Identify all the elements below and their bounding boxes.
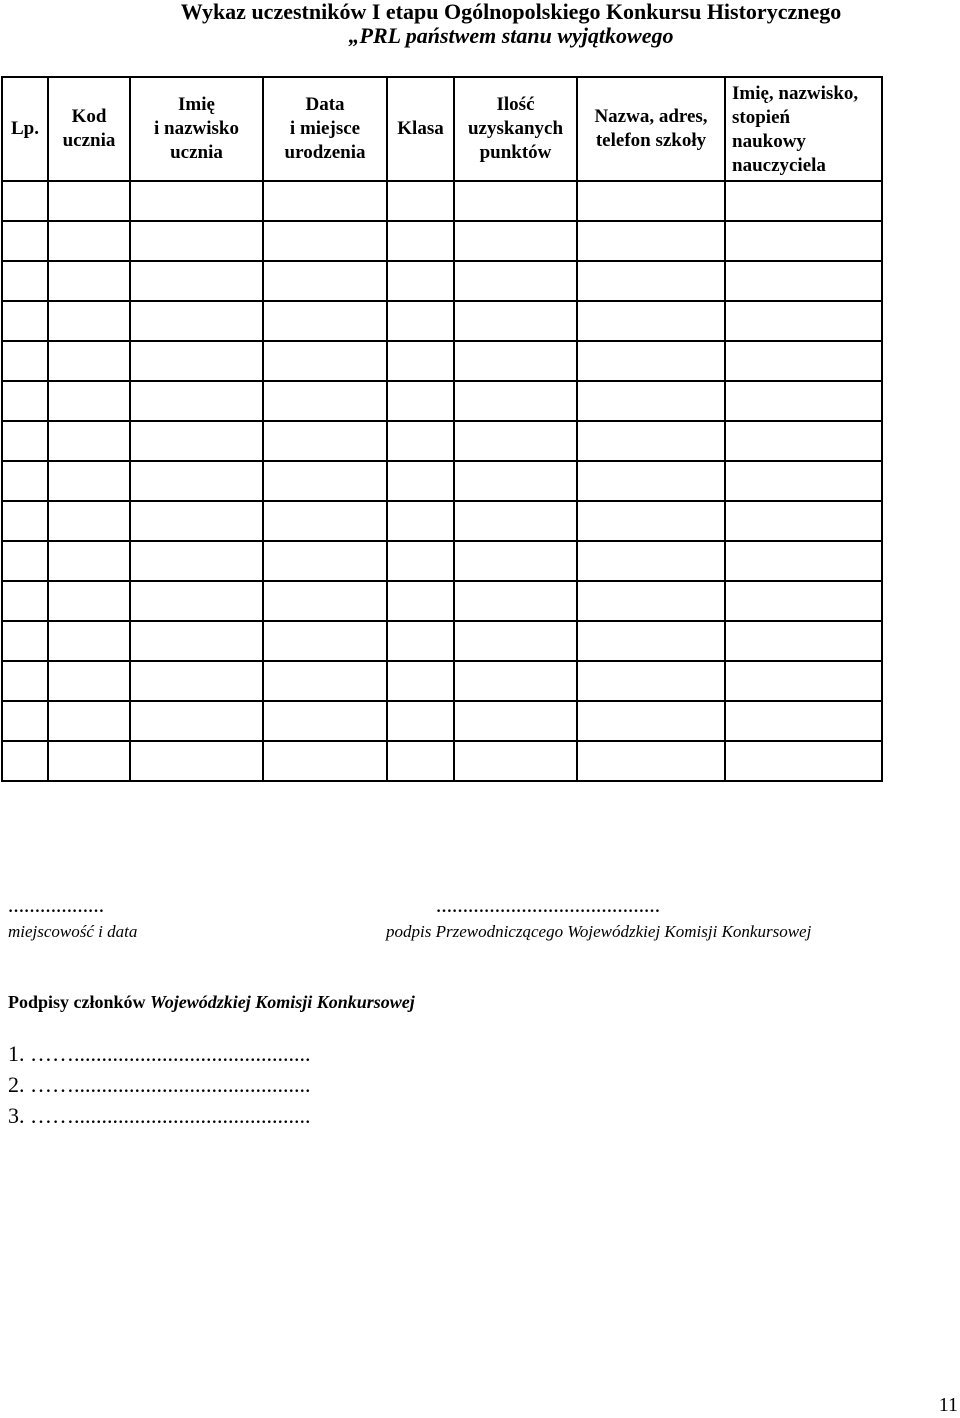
table-cell — [130, 261, 263, 301]
page-number: 11 — [938, 1394, 958, 1416]
table-cell — [48, 501, 130, 541]
table-cell — [263, 381, 387, 421]
table-cell — [577, 181, 725, 221]
table-cell — [387, 221, 454, 261]
table-cell — [48, 461, 130, 501]
table-cell — [725, 501, 882, 541]
table-cell — [387, 701, 454, 741]
table-cell — [454, 741, 577, 781]
table-cell — [725, 581, 882, 621]
table-cell — [725, 341, 882, 381]
header-ilosc-punktow: Ilość uzyskanych punktów — [454, 77, 577, 181]
table-cell — [454, 661, 577, 701]
table-cell — [263, 181, 387, 221]
table-cell — [130, 501, 263, 541]
table-cell — [130, 541, 263, 581]
table-cell — [130, 181, 263, 221]
table-cell — [263, 661, 387, 701]
table-row — [2, 501, 882, 541]
table-cell — [454, 541, 577, 581]
table-cell — [263, 221, 387, 261]
table-cell — [577, 661, 725, 701]
header-lp: Lp. — [2, 77, 48, 181]
table-cell — [387, 181, 454, 221]
table-row — [2, 301, 882, 341]
table-cell — [387, 661, 454, 701]
table-cell — [130, 461, 263, 501]
table-row — [2, 181, 882, 221]
table-cell — [725, 221, 882, 261]
table-cell — [48, 301, 130, 341]
table-cell — [263, 621, 387, 661]
table-cell — [2, 221, 48, 261]
table-cell — [130, 221, 263, 261]
table-cell — [725, 541, 882, 581]
table-cell — [48, 341, 130, 381]
table-cell — [263, 501, 387, 541]
header-imie-nazwisko: Imię i nazwisko ucznia — [130, 77, 263, 181]
table-cell — [725, 421, 882, 461]
table-cell — [263, 741, 387, 781]
member-signature-line-2: 2. ……........................................... — [8, 1072, 311, 1097]
table-cell — [130, 661, 263, 701]
table-cell — [577, 341, 725, 381]
table-row — [2, 541, 882, 581]
table-row — [2, 421, 882, 461]
table-cell — [130, 341, 263, 381]
table-cell — [48, 221, 130, 261]
table-cell — [48, 261, 130, 301]
header-szkola: Nazwa, adres, telefon szkoły — [577, 77, 725, 181]
table-cell — [577, 701, 725, 741]
table-cell — [725, 181, 882, 221]
table-cell — [130, 741, 263, 781]
header-kod-ucznia: Kod ucznia — [48, 77, 130, 181]
table-row — [2, 461, 882, 501]
table-cell — [2, 181, 48, 221]
table-cell — [577, 621, 725, 661]
table-cell — [48, 661, 130, 701]
table-cell — [725, 261, 882, 301]
member-signature-line-3: 3. ……........................................... — [8, 1103, 311, 1128]
table-cell — [387, 741, 454, 781]
table-row — [2, 261, 882, 301]
header-nauczyciel: Imię, nazwisko, stopień naukowy nauczyciela — [725, 77, 882, 181]
members-signatures-title: Podpisy członków Wojewódzkiej Komisji Konkursowej — [8, 992, 415, 1012]
table-cell — [725, 381, 882, 421]
table-cell — [454, 221, 577, 261]
table-cell — [2, 301, 48, 341]
table-cell — [577, 421, 725, 461]
table-cell — [130, 581, 263, 621]
table-cell — [725, 701, 882, 741]
table-cell — [2, 501, 48, 541]
table-cell — [454, 301, 577, 341]
table-row — [2, 581, 882, 621]
table-cell — [2, 421, 48, 461]
table-row — [2, 661, 882, 701]
table-cell — [48, 701, 130, 741]
table-cell — [48, 741, 130, 781]
table-cell — [387, 301, 454, 341]
table-cell — [130, 621, 263, 661]
table-cell — [263, 301, 387, 341]
table-cell — [48, 181, 130, 221]
table-cell — [577, 741, 725, 781]
table-cell — [2, 261, 48, 301]
table-cell — [2, 461, 48, 501]
table-cell — [725, 661, 882, 701]
table-cell — [577, 221, 725, 261]
table-cell — [263, 421, 387, 461]
table-cell — [48, 581, 130, 621]
member-signature-line-1: 1. ……........................................... — [8, 1041, 311, 1066]
table-cell — [725, 741, 882, 781]
table-row — [2, 381, 882, 421]
table-cell — [2, 741, 48, 781]
table-cell — [2, 581, 48, 621]
table-cell — [2, 381, 48, 421]
table-cell — [387, 621, 454, 661]
table-cell — [454, 461, 577, 501]
table-cell — [454, 501, 577, 541]
table-cell — [577, 541, 725, 581]
table-cell — [263, 541, 387, 581]
table-cell — [130, 421, 263, 461]
table-cell — [387, 541, 454, 581]
table-cell — [48, 541, 130, 581]
table-cell — [454, 381, 577, 421]
table-cell — [263, 261, 387, 301]
table-cell — [387, 421, 454, 461]
document-title: Wykaz uczestników I etapu Ogólnopolskiego Konkursu Historycznego — [180, 0, 842, 24]
table-cell — [454, 421, 577, 461]
place-date-dots: ……………… — [8, 899, 104, 916]
table-cell — [387, 341, 454, 381]
table-cell — [2, 661, 48, 701]
table-cell — [577, 461, 725, 501]
document-subtitle: „PRL państwem stanu wyjątkowego — [348, 23, 674, 48]
table-cell — [2, 541, 48, 581]
table-cell — [263, 341, 387, 381]
table-cell — [263, 701, 387, 741]
table-cell — [577, 381, 725, 421]
table-cell — [725, 461, 882, 501]
table-row — [2, 741, 882, 781]
table-cell — [454, 181, 577, 221]
participants-table — [1, 76, 883, 782]
table-cell — [454, 261, 577, 301]
table-header-row — [2, 77, 882, 181]
table-cell — [577, 301, 725, 341]
table-row — [2, 221, 882, 261]
table-cell — [48, 621, 130, 661]
chair-signature-dots: …………………………………… — [436, 899, 660, 916]
table-cell — [725, 301, 882, 341]
table-cell — [2, 701, 48, 741]
table-row — [2, 621, 882, 661]
table-cell — [454, 581, 577, 621]
table-cell — [130, 381, 263, 421]
table-cell — [48, 381, 130, 421]
table-row — [2, 701, 882, 741]
header-klasa: Klasa — [387, 77, 454, 181]
table-cell — [263, 461, 387, 501]
table-cell — [577, 261, 725, 301]
header-data-miejsce: Data i miejsce urodzenia — [263, 77, 387, 181]
table-cell — [387, 381, 454, 421]
table-cell — [387, 461, 454, 501]
place-date-label: miejscowość i data — [8, 922, 138, 941]
table-cell — [454, 621, 577, 661]
table-cell — [48, 421, 130, 461]
table-cell — [577, 581, 725, 621]
table-cell — [2, 621, 48, 661]
table-cell — [387, 581, 454, 621]
table-cell — [577, 501, 725, 541]
chair-signature-label: podpis Przewodniczącego Wojewódzkiej Komisji Konkursowej — [386, 922, 812, 941]
table-cell — [130, 701, 263, 741]
table-cell — [387, 501, 454, 541]
table-cell — [263, 581, 387, 621]
table-row — [2, 341, 882, 381]
table-cell — [387, 261, 454, 301]
table-cell — [130, 301, 263, 341]
table-cell — [454, 701, 577, 741]
table-cell — [2, 341, 48, 381]
table-cell — [725, 621, 882, 661]
table-cell — [454, 341, 577, 381]
